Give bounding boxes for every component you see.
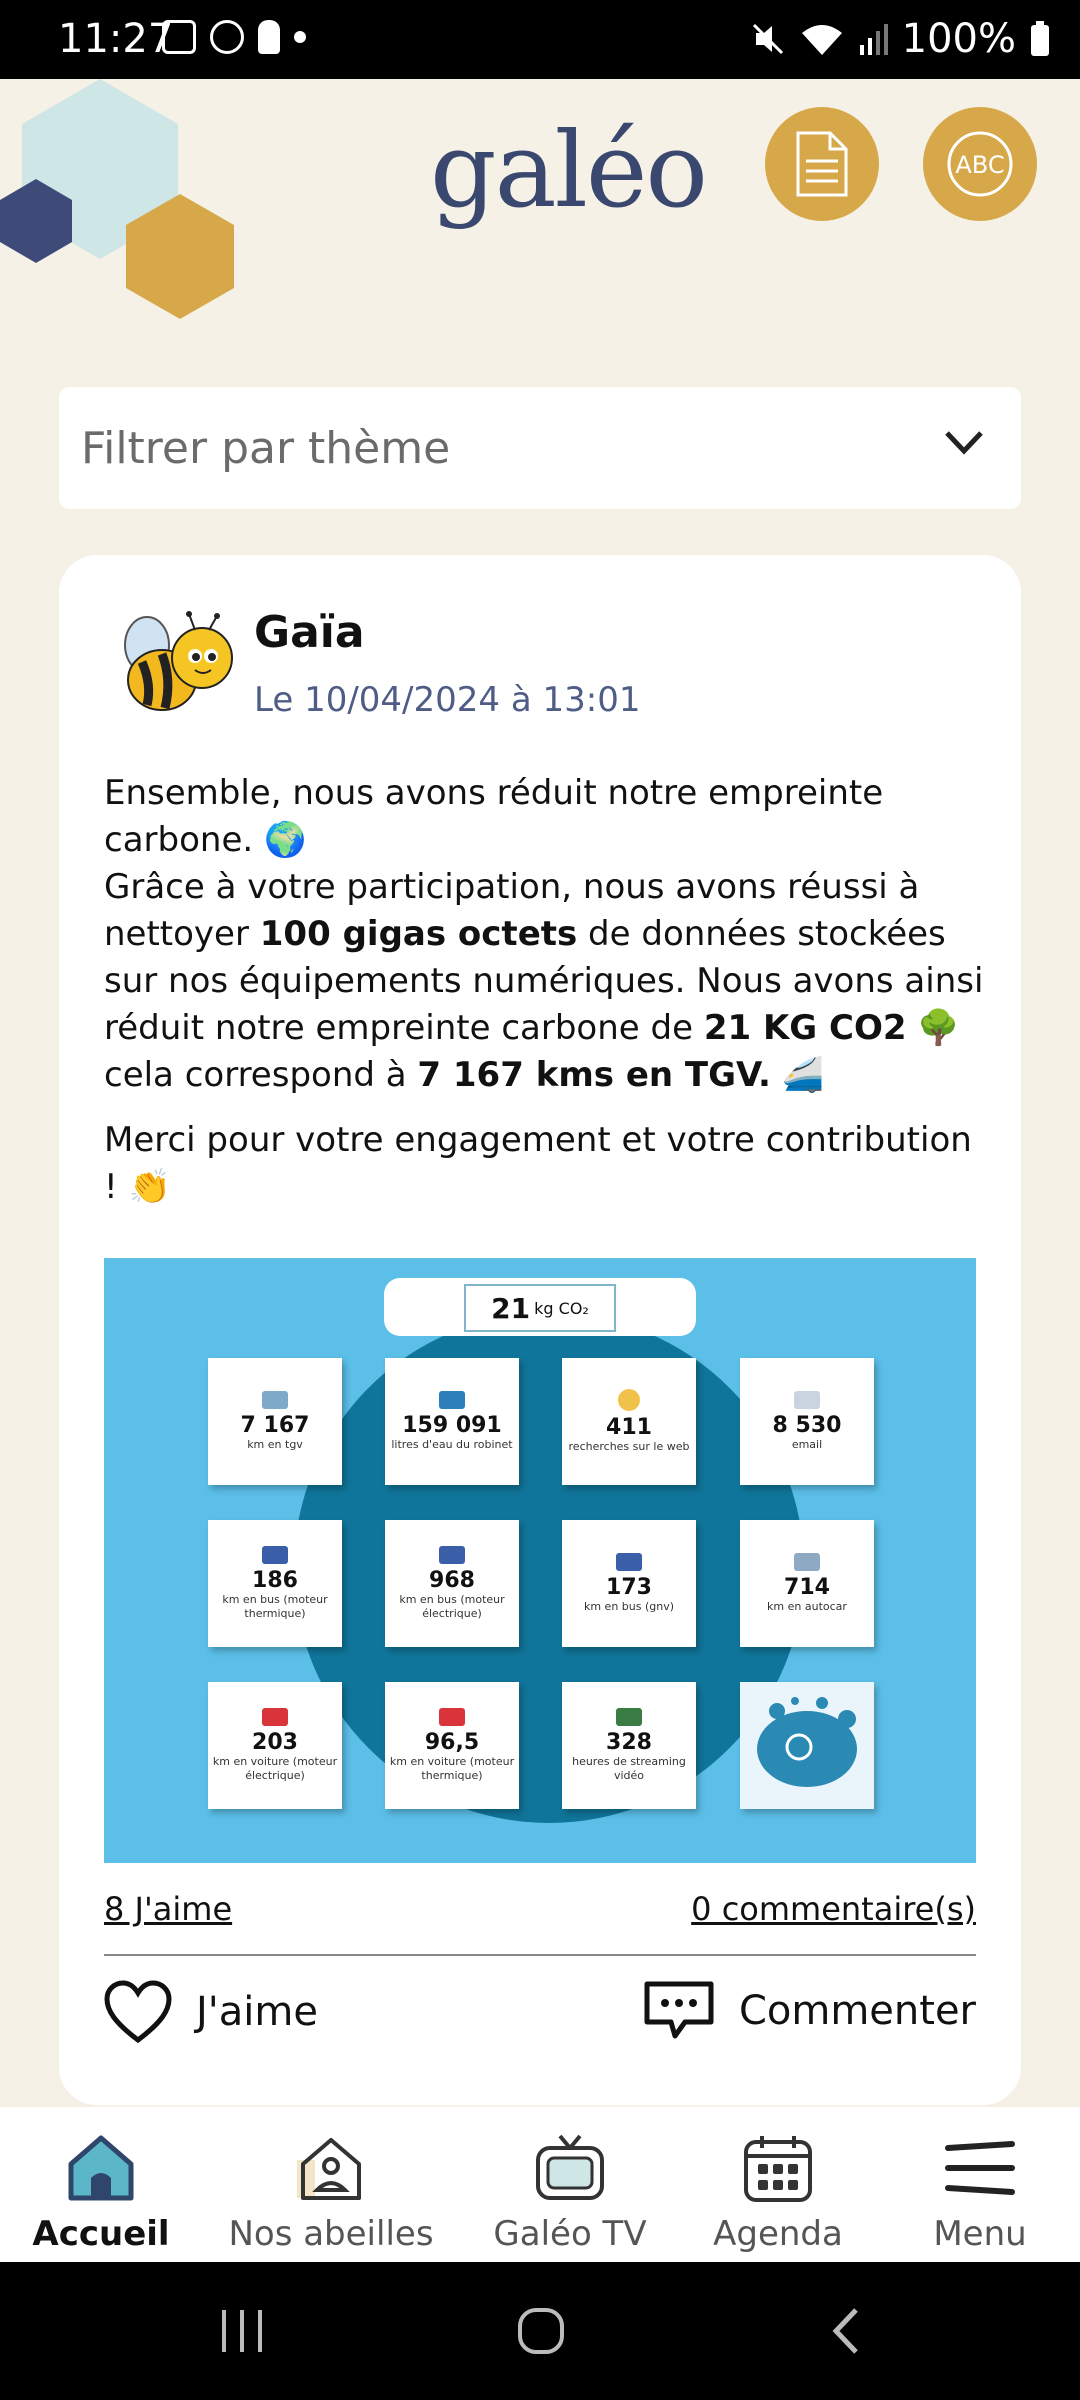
tile-label: email [791,1438,823,1451]
gallery-icon [162,20,196,54]
bus-icon [262,1546,288,1564]
post-paragraph-1 [104,770,994,1099]
like-button-label: J'aime [196,1989,318,2035]
wifi-icon [800,21,844,57]
calendar-icon [740,2132,816,2204]
coach-icon [794,1553,820,1571]
infographic-data-illustration [740,1682,874,1809]
post-text-part: 🌳 cela correspond à [104,1008,960,1095]
post-text-bold-data: 100 gigas octets [259,914,578,954]
status-left-icons [162,20,306,54]
home-icon [63,2132,139,2204]
nav-label-menu: Menu [933,2214,1027,2254]
comment-button[interactable] [643,1980,976,2042]
bus-icon [439,1546,465,1564]
post-text-intro: Ensemble, nous avons réduit notre empreinte carbone. 🌍 [104,773,884,860]
abc-icon [945,129,1015,199]
infographic-tile [385,1682,519,1809]
tile-label: km en bus (moteur électrique) [399,1593,505,1620]
post-card [59,555,1021,2105]
tile-label: km en voiture (moteur thermique) [389,1755,515,1782]
comment-button-label: Commenter [738,1988,976,2034]
status-time: 11:27 [58,16,174,62]
post-stats [104,1890,976,1950]
system-navigation-bar [0,2262,1080,2400]
theme-filter-placeholder: Filtrer par thème [81,422,451,474]
battery-icon [1030,21,1050,57]
document-button[interactable] [765,107,879,221]
infographic-tile [208,1520,342,1647]
sync-icon [210,20,244,54]
tile-label: km en bus (moteur thermique) [222,1593,328,1620]
train-icon [262,1391,288,1409]
search-face-icon [618,1389,640,1411]
car-icon [439,1708,465,1726]
nav-label-agenda: Agenda [713,2214,843,2254]
comments-count-link[interactable]: 0 commentaire(s) [691,1890,976,1928]
infographic-tile [385,1358,519,1485]
bee-avatar [107,610,237,730]
decorative-hexagons [0,79,250,319]
tile-value: 411 [606,1415,652,1440]
recent-apps-icon[interactable] [218,2306,266,2356]
nav-label-accueil: Accueil [32,2214,170,2254]
tile-value: 714 [784,1575,830,1600]
post-text-bold-tgv: 7 167 kms en TGV. [417,1055,771,1095]
chevron-down-icon [943,427,985,457]
divider [104,1954,976,1956]
tile-value: 968 [429,1568,475,1593]
infographic-headline-unit: kg CO₂ [534,1298,589,1318]
tile-value: 203 [252,1730,298,1755]
water-tap-icon [439,1391,465,1409]
post-text-part: de données stockées sur nos équipements numériques. Nous avons ainsi réduit notre empreinte carbone de [104,914,984,1048]
tile-label: km en autocar [767,1600,847,1613]
infographic-tile [562,1682,696,1809]
nav-label-galeo-tv: Galéo TV [493,2214,647,2254]
signal-icon [858,21,888,57]
tile-label: recherches sur le web [568,1440,690,1453]
tile-label: km en voiture (moteur électrique) [212,1755,338,1782]
app-header [0,79,1080,339]
nav-item-agenda[interactable] [698,2107,858,2262]
tile-value: 96,5 [424,1730,480,1755]
infographic-tile [208,1682,342,1809]
notification-dot-icon [294,31,306,43]
nav-item-nos-abeilles[interactable] [222,2107,440,2262]
post-body [104,770,994,1223]
infographic-headline [464,1284,616,1332]
post-text-part: Grâce à votre participation, nous avons réussi à nettoyer [104,867,920,954]
tile-label: heures de streaming vidéo [572,1755,686,1782]
nav-item-galeo-tv[interactable] [480,2107,660,2262]
home-system-icon[interactable] [516,2306,566,2356]
nav-label-nos-abeilles: Nos abeilles [228,2214,434,2254]
nav-item-accueil[interactable] [22,2107,180,2262]
heart-icon [104,1980,172,2044]
infographic-circle [294,1313,804,1823]
infographic-tile [385,1520,519,1647]
bottom-navigation [0,2107,1080,2262]
abc-button[interactable] [923,107,1037,221]
tile-value: 159 091 [402,1413,502,1438]
like-button[interactable] [104,1980,318,2044]
tile-value: 173 [606,1575,652,1600]
menu-icon [942,2132,1018,2204]
post-paragraph-2: Merci pour votre engagement et votre contribution ! 👏 [104,1120,972,1207]
tile-value: 186 [252,1568,298,1593]
tile-label: km en bus (gnv) [583,1600,675,1613]
battery-percent: 100% [901,16,1016,62]
post-text-part: 🚄 [770,1055,825,1095]
tile-value: 328 [606,1730,652,1755]
infographic-tile [562,1358,696,1485]
bus-icon [616,1553,642,1571]
post-infographic-image[interactable] [104,1258,976,1863]
tv-icon [532,2132,608,2204]
likes-count-link[interactable]: 8 J'aime [104,1890,233,1928]
infographic-tile [740,1358,874,1485]
comment-icon [643,1980,715,2042]
status-right [750,16,1050,62]
app-logo[interactable]: galéo [430,109,706,231]
infographic-tile [208,1358,342,1485]
tile-value: 7 167 [240,1413,310,1438]
svg-text:ABC: ABC [955,151,1005,179]
infographic-headline-value: 21 [491,1291,531,1325]
person-icon [258,20,280,54]
infographic-tile [740,1520,874,1647]
tile-label: km en tgv [247,1438,303,1451]
status-bar [0,0,1080,79]
car-icon [262,1708,288,1726]
post-date: Le 10/04/2024 à 13:01 [254,680,641,720]
clapperboard-icon [616,1708,642,1726]
email-icon [794,1391,820,1409]
tile-value: 8 530 [772,1413,842,1438]
binary-brain-icon [747,1691,867,1801]
bee-house-icon [293,2132,369,2204]
back-icon[interactable] [826,2306,866,2356]
post-text-bold-co2: 21 KG CO2 [703,1008,907,1048]
document-icon [794,131,850,197]
theme-filter-select[interactable] [59,387,1021,509]
mute-icon [750,21,786,57]
infographic-tile [562,1520,696,1647]
post-author: Gaïa [254,607,365,658]
nav-item-menu[interactable] [905,2107,1055,2262]
tile-label: litres d'eau du robinet [391,1438,513,1451]
